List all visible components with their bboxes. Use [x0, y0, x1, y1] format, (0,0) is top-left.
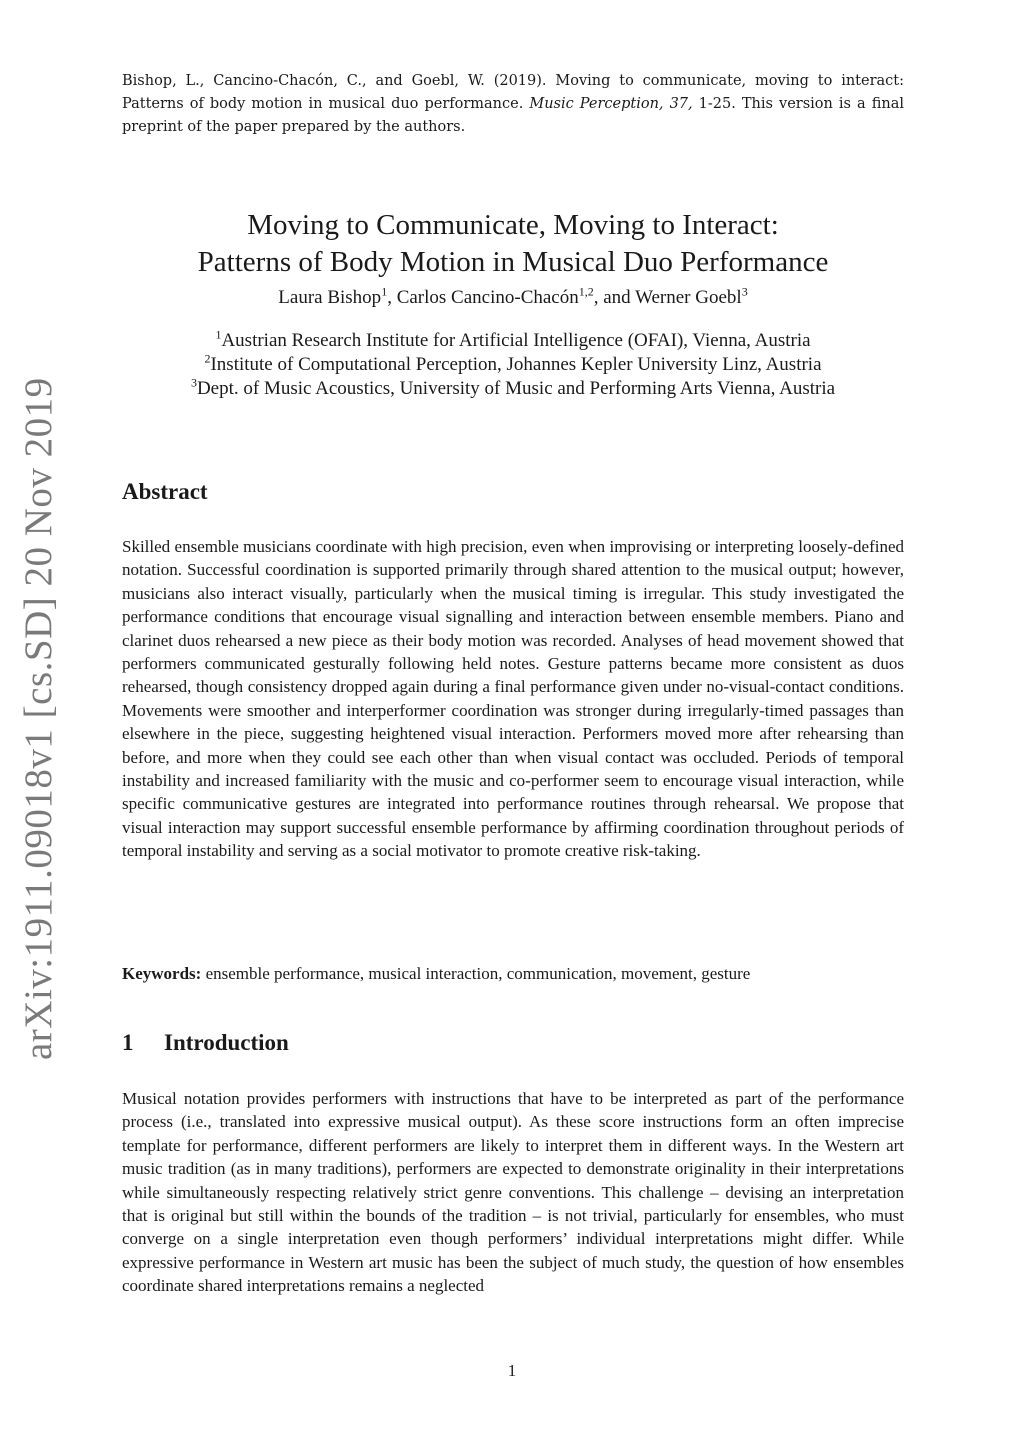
abstract-heading: Abstract: [122, 479, 208, 504]
section-number: 1: [122, 1030, 134, 1055]
author-separator: , and: [593, 287, 636, 308]
author-affiliation-mark: 1,2: [578, 284, 594, 299]
paper-title-line-2: Patterns of Body Motion in Musical Duo Performance: [197, 246, 829, 279]
paper-title-line-1: Moving to Communicate, Moving to Interact:: [247, 209, 779, 242]
author-affiliation-mark: 1: [381, 284, 388, 299]
affiliation-mark: 1: [215, 327, 222, 342]
affiliation-list: [122, 329, 904, 401]
keywords-label: Keywords:: [122, 964, 202, 983]
affiliation-item: [122, 353, 904, 377]
introduction-body: Musical notation provides performers with instructions that have to be interpreted as part of the performance process (i.e., translated into expressive musical output). As these score instructions form an often imprecise template for performance, different performers are likely to interpret them in different ways. In the Western art music tradition (as in many traditions), performers are expected to demonstrate originality in their interpretations while simultaneously respecting relatively strict genre conventions. This challenge – devising an interpretation that is original but still within the bounds of the tradition – is not trivial, particularly for ensembles, who must converge on a single interpretation even though performers’ individual interpretations might differ. While expressive performance in Western art music has been the subject of much study, the question of how ensembles coordinate shared interpretations remains a neglected: [122, 1089, 904, 1296]
affiliation-text: Institute of Computational Perception, Johannes Kepler University Linz, Austria: [210, 354, 822, 375]
page-number: 1: [507, 1361, 517, 1380]
author-list: [122, 285, 904, 311]
section-title: Introduction: [164, 1030, 289, 1055]
abstract-body: Skilled ensemble musicians coordinate with high precision, even when improvising or interpreting loosely-defined notation. Successful coordination is supported primarily through shared attention to the musical output; however, musicians also interact visually, particularly when the musical timing is irregular. This study investigated the performance conditions that encourage visual signalling and interaction between ensemble members. Piano and clarinet duos rehearsed a new piece as their body motion was recorded. Analyses of head movement showed that performers communicated gesturally following held notes. Gesture patterns became more consistent as duos rehearsed, though consistency dropped again during a final performance given under no-visual-contact conditions. Movements were smoother and interperformer coordination was stronger during irregularly-timed passages than elsewhere in the piece, suggesting heightened visual interaction. Performers moved more after rehearsing than before, and more when they could see each other than when visual contact was occluded. Periods of temporal instability and increased familiarity with the music and co-performer seem to encourage visual interaction, while specific communicative gestures are integrated into performance routines through rehearsal. We propose that visual interaction may support successful ensemble performance by affirming coordination throughout periods of temporal instability and serving as a social motivator to promote creative risk-taking.: [122, 537, 904, 861]
affiliation-item: [122, 329, 904, 353]
keywords-text: ensemble performance, musical interaction, communication, movement, gesture: [201, 964, 751, 983]
citation-notice: [122, 70, 904, 139]
author-name: Carlos Cancino-Chacón: [396, 287, 579, 308]
introduction-heading: [122, 1028, 289, 1058]
keywords-line: [122, 962, 904, 986]
author-name: Laura Bishop: [278, 287, 382, 308]
affiliation-mark: 3: [190, 375, 197, 390]
arxiv-identifier-stamp[interactable]: arXiv:1911.09018v1 [cs.SD] 20 Nov 2019: [17, 377, 60, 1060]
citation-prefix: Bishop, L., Cancino-Chacón, C., and Goebl, W. (2019). Moving to communicate, moving to interact: Patterns of body motion in musical duo performance.: [122, 73, 904, 112]
author-name: Werner Goebl: [635, 287, 742, 308]
author-affiliation-mark: 3: [741, 284, 748, 299]
affiliation-text: Dept. of Music Acoustics, University of Music and Performing Arts Vienna, Austria: [196, 378, 836, 399]
citation-suffix: 1-25. This version is a final preprint of the paper prepared by the authors.: [122, 96, 904, 135]
paper-title: [122, 207, 904, 281]
affiliation-item: [122, 377, 904, 401]
author-separator: ,: [387, 287, 397, 308]
affiliation-text: Austrian Research Institute for Artificial Intelligence (OFAI), Vienna, Austria: [221, 330, 811, 351]
citation-journal: Music Perception, 37,: [529, 96, 693, 112]
affiliation-mark: 2: [204, 351, 211, 366]
